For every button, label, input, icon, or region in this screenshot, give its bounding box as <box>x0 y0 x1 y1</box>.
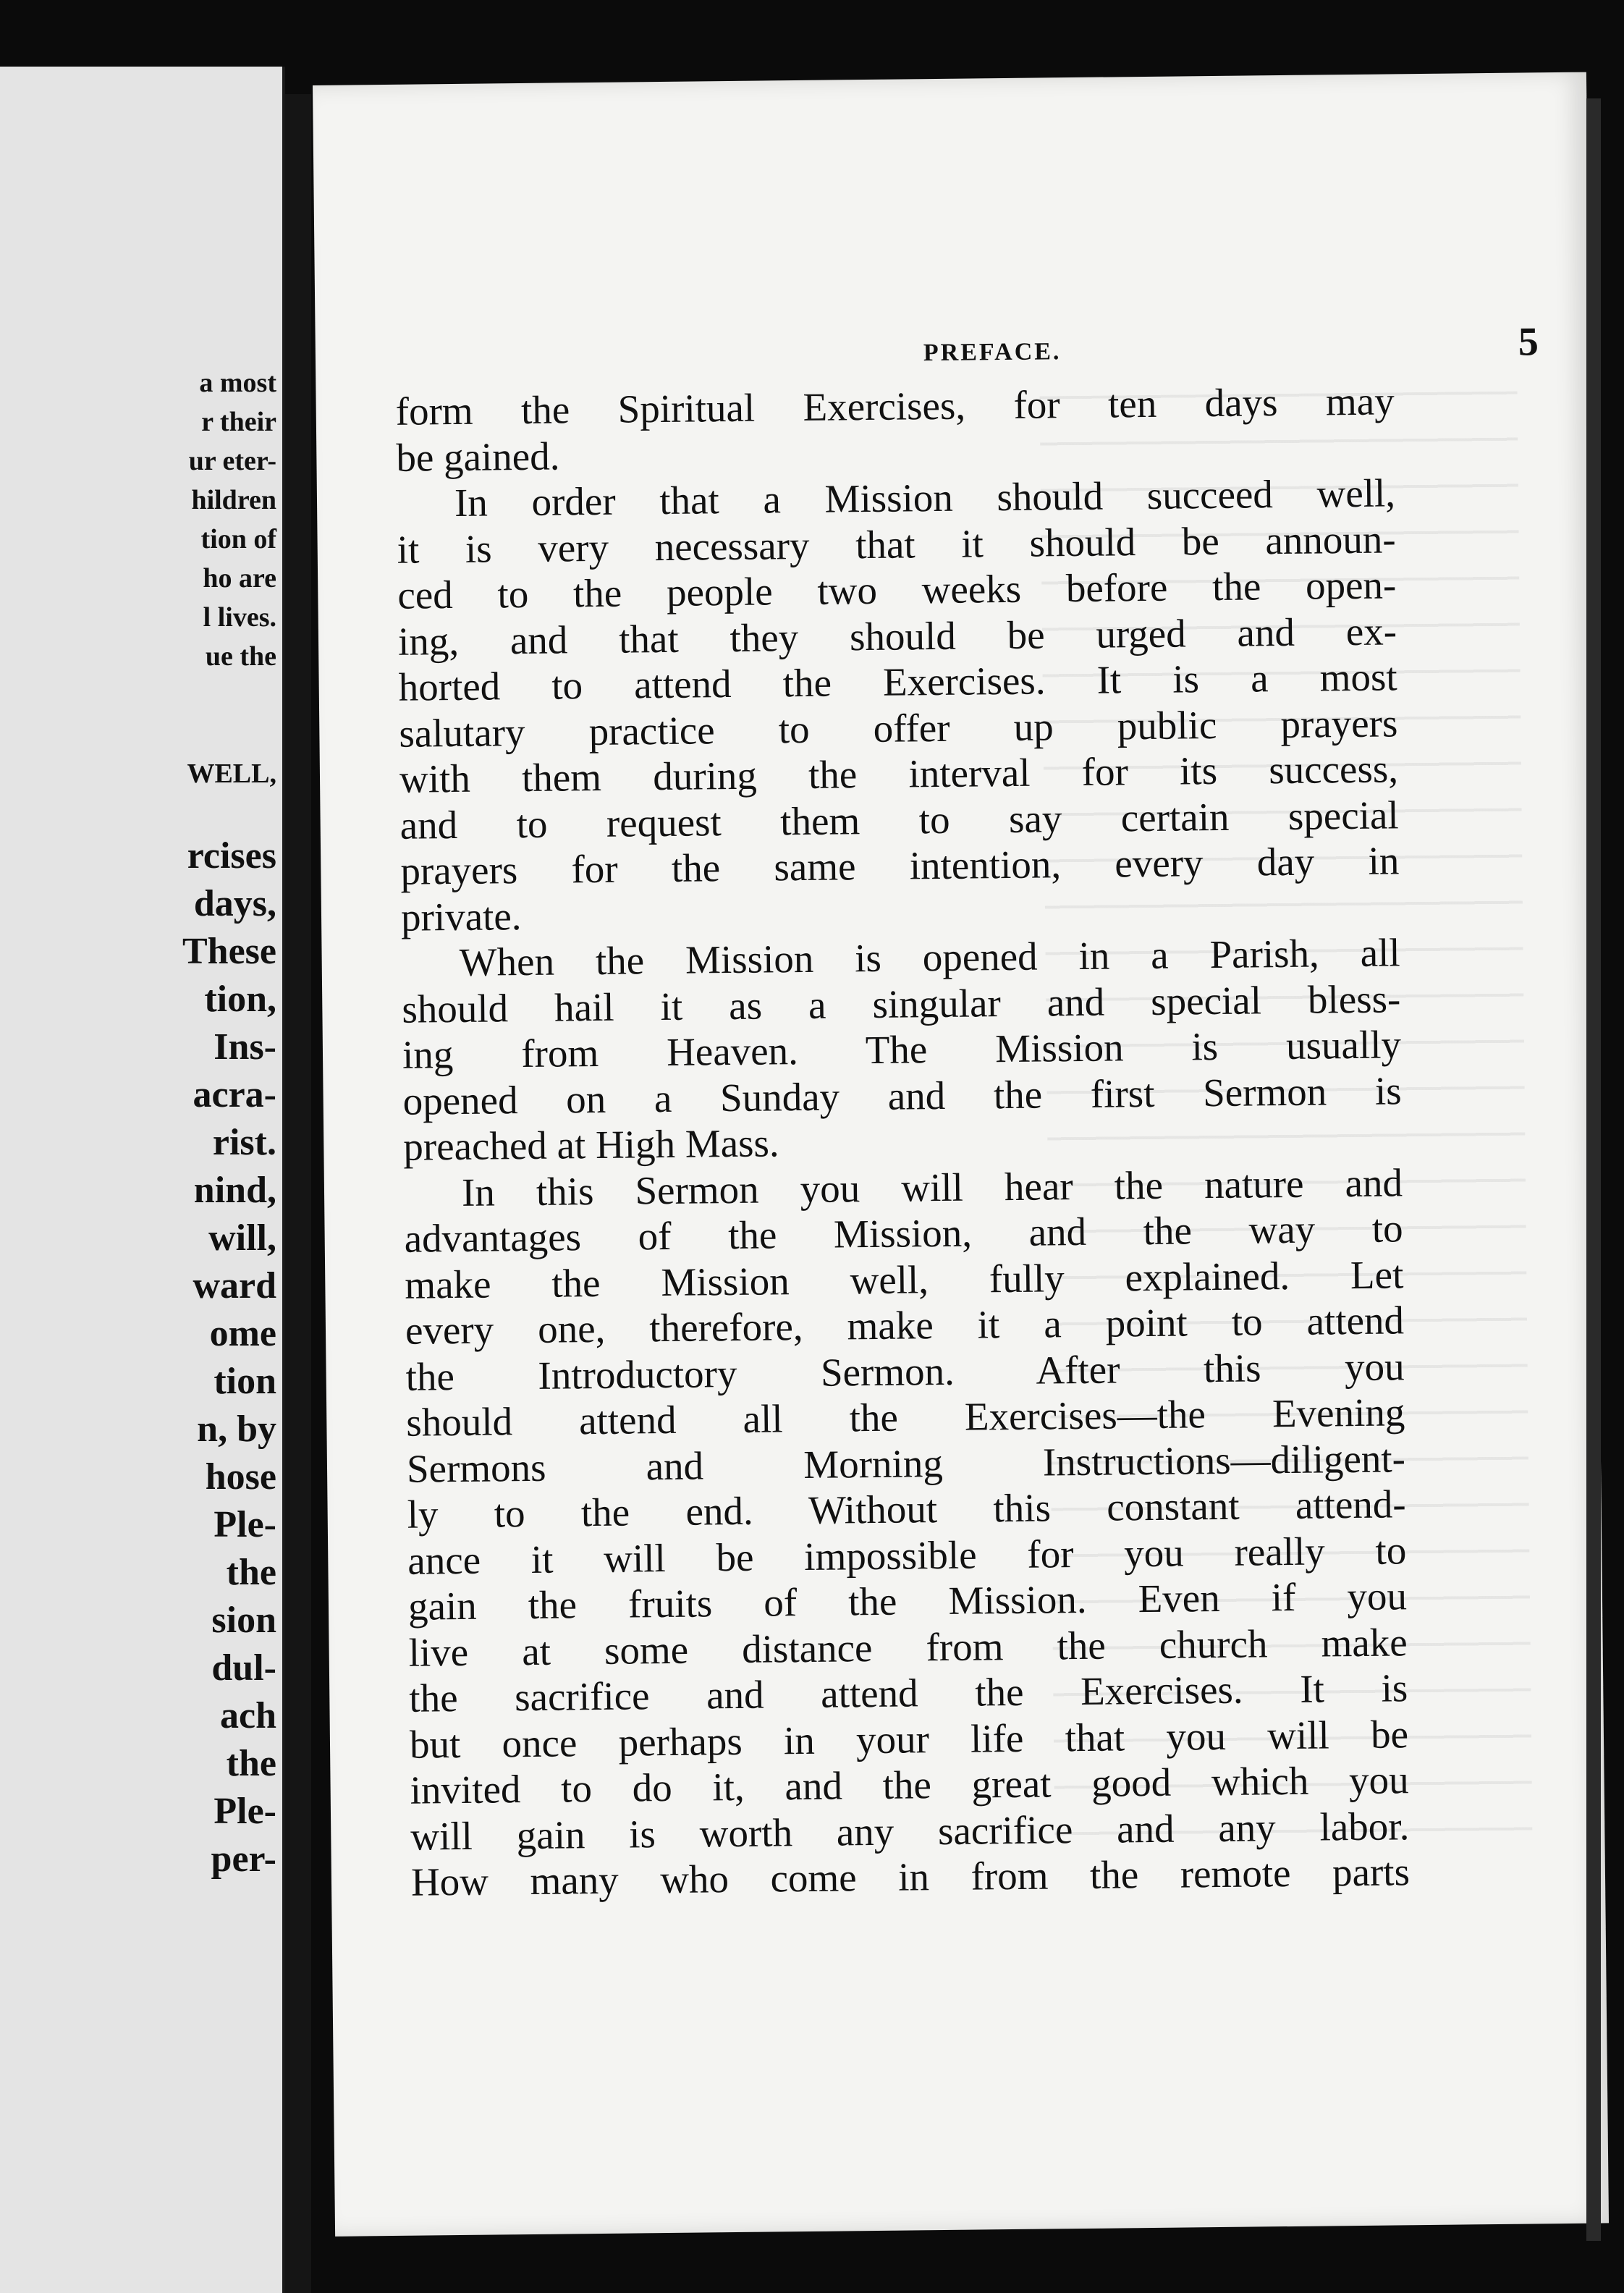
text-line: salutary practice to offer up public prayers <box>399 700 1398 756</box>
left-facing-page <box>0 67 285 2293</box>
left-page-line <box>0 715 276 754</box>
text-line: ly to the end. Without this constant attend- <box>407 1482 1406 1537</box>
text-line: ing, and that they should be urged and ex- <box>397 608 1397 664</box>
page-header <box>410 319 1539 381</box>
page-number: 5 <box>1518 319 1539 365</box>
left-page-line: Ple- <box>213 1504 276 1545</box>
left-page-line: l lives. <box>203 602 276 633</box>
left-page-line: ur eter- <box>188 446 276 476</box>
left-page-line: per- <box>211 1838 276 1880</box>
left-page-line: tion, <box>204 979 276 1020</box>
right-book-page <box>313 72 1609 2237</box>
text-line: but once perhaps in your life that you will be <box>409 1711 1409 1767</box>
text-line: ance it will be impossible for you really to <box>407 1527 1407 1583</box>
text-line: How many who come in from the remote parts <box>410 1849 1411 1904</box>
text-line: should attend all the Exercises—the Evening <box>406 1390 1405 1445</box>
text-line: horted to attend the Exercises. It is a most <box>398 654 1397 709</box>
text-line: live at some distance from the church make <box>408 1619 1408 1675</box>
text-line: When the Mission is opened in a Parish, all <box>459 930 1400 984</box>
text-line: form the Spiritual Exercises, for ten days may <box>395 379 1395 434</box>
left-page-line: nind, <box>193 1170 276 1211</box>
left-page-line: ho are <box>203 563 276 594</box>
left-page-text-fragment <box>0 363 276 1883</box>
left-page-line: the <box>226 1743 276 1784</box>
text-line: the sacrifice and attend the Exercises. It is <box>409 1665 1408 1720</box>
left-page-line: ach <box>220 1695 276 1736</box>
left-page-line: tion of <box>200 524 276 554</box>
left-page-line: dul- <box>211 1647 276 1689</box>
left-page-line: ue the <box>205 641 276 672</box>
left-page-line: WELL, <box>187 759 276 789</box>
left-page-line: a most <box>199 368 276 398</box>
text-line: the Introductory Sermon. After this you <box>405 1343 1405 1399</box>
left-page-line: n, by <box>197 1409 276 1450</box>
left-page-line: Ple- <box>213 1791 276 1832</box>
left-page-line: These <box>182 931 276 972</box>
text-line: every one, therefore, make it a point to attend <box>405 1298 1405 1353</box>
text-line: it is very necessary that it should be announ- <box>397 516 1396 572</box>
left-page-line: will, <box>208 1217 276 1259</box>
text-line: opened on a Sunday and the first Sermon is <box>402 1068 1402 1123</box>
text-line: will gain is worth any sacrifice and any labor. <box>410 1803 1410 1859</box>
text-line: private. <box>400 893 522 939</box>
page-edge-shadow <box>1586 98 1601 2241</box>
text-line: In order that a Mission should succeed well, <box>454 470 1396 525</box>
left-page-line: the <box>226 1552 276 1593</box>
text-line: be gained. <box>396 433 560 480</box>
left-page-line: ome <box>209 1313 276 1354</box>
text-line: and to request them to say certain special <box>399 792 1399 848</box>
text-line: with them during the interval for its success, <box>399 746 1399 801</box>
left-page-line: tion <box>213 1361 276 1402</box>
page-body-text <box>395 378 1410 1905</box>
left-page-line: Ins- <box>213 1026 276 1068</box>
text-line: Sermons and Morning Instructions—diligent- <box>406 1435 1406 1491</box>
left-page-line: hildren <box>191 485 276 515</box>
left-page-line <box>0 793 276 832</box>
text-line: make the Mission well, fully explained. Let <box>405 1251 1404 1307</box>
text-line: advantages of the Mission, and the way to <box>404 1206 1403 1261</box>
text-line: invited to do it, and the great good which you <box>410 1757 1409 1812</box>
left-page-line: days, <box>193 883 276 924</box>
text-line: ced to the people two weeks before the open- <box>397 562 1397 617</box>
text-line: preached at High Mass. <box>403 1120 779 1169</box>
text-line: should hail it as a singular and special bless- <box>402 976 1401 1031</box>
left-page-line <box>0 676 276 715</box>
text-line: gain the fruits of the Mission. Even if you <box>407 1574 1408 1629</box>
text-line: ing from Heaven. The Mission is usually <box>402 1022 1402 1077</box>
running-head: PREFACE. <box>923 338 1062 367</box>
book-spine-gutter <box>285 94 311 2293</box>
left-page-line: ward <box>193 1265 276 1306</box>
text-line: In this Sermon you will hear the nature and <box>461 1160 1403 1215</box>
left-page-line: hose <box>205 1456 276 1498</box>
left-page-line: rist. <box>212 1122 276 1163</box>
left-page-line: sion <box>211 1600 276 1641</box>
text-line: prayers for the same intention, every day in <box>400 838 1400 893</box>
left-page-line: rcises <box>187 835 276 877</box>
left-page-line: acra- <box>193 1074 276 1115</box>
left-page-line: r their <box>201 407 276 437</box>
